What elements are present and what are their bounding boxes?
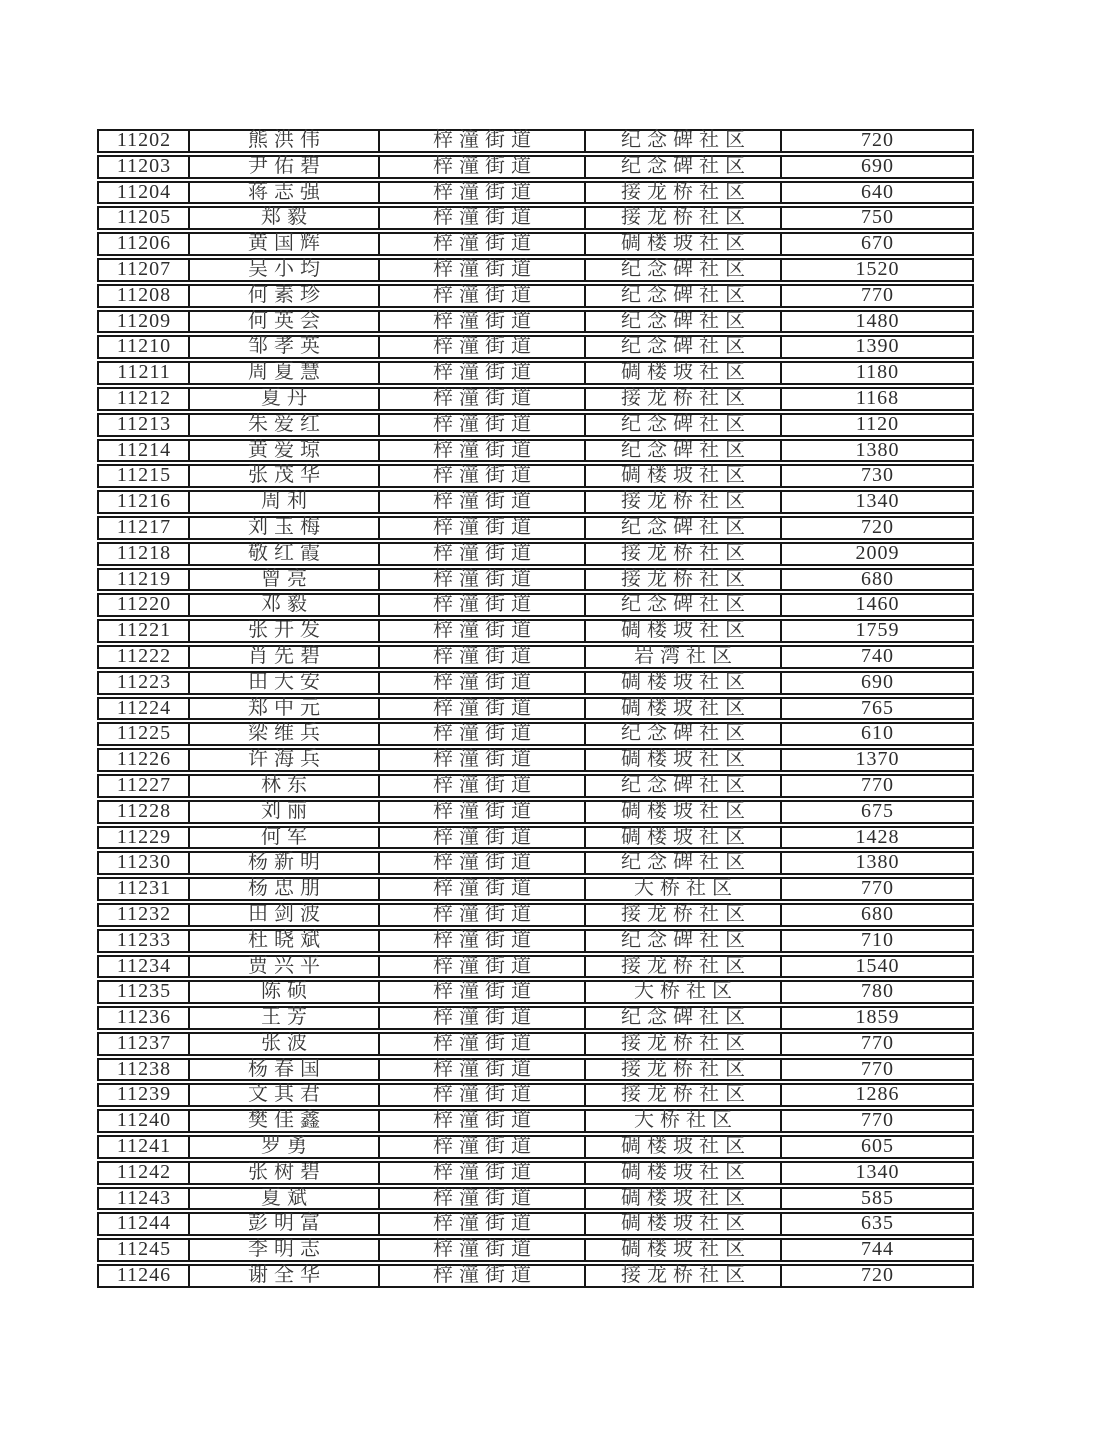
cell-street: 梓潼街道	[380, 312, 586, 332]
cell-serial-number: 11245	[99, 1240, 190, 1260]
cell-amount: 635	[861, 1212, 894, 1235]
cell-serial-number: 11204	[99, 183, 190, 203]
cell-person-name: 林东	[190, 776, 380, 796]
cell-serial-number: 11210	[99, 337, 190, 357]
table-row	[97, 877, 974, 901]
cell-amount: 770	[861, 1109, 894, 1132]
cell-community: 大桥社区	[586, 982, 782, 1002]
cell-amount: 675	[861, 799, 894, 822]
cell-serial-number: 11241	[99, 1137, 190, 1157]
cell-community: 碉楼坡社区	[586, 699, 782, 719]
cell-serial-number: 11215	[99, 466, 190, 486]
cell-serial-number: 11243	[99, 1189, 190, 1209]
cell-person-name: 彭明富	[190, 1214, 380, 1234]
table-row	[97, 464, 974, 488]
table-row	[97, 722, 974, 746]
cell-serial-number: 11240	[99, 1111, 190, 1131]
cell-serial-number: 11209	[99, 312, 190, 332]
cell-street: 梓潼街道	[380, 673, 586, 693]
cell-person-name: 周夏慧	[190, 363, 380, 383]
cell-serial-number: 11203	[99, 157, 190, 177]
cell-street: 梓潼街道	[380, 1111, 586, 1131]
cell-street: 梓潼街道	[380, 544, 586, 564]
cell-amount: 605	[861, 1135, 894, 1158]
cell-amount: 720	[861, 129, 894, 151]
cell-serial-number: 11242	[99, 1163, 190, 1183]
cell-serial-number: 11221	[99, 621, 190, 641]
cell-street: 梓潼街道	[380, 363, 586, 383]
table-row	[97, 568, 974, 592]
cell-street: 梓潼街道	[380, 595, 586, 615]
cell-street: 梓潼街道	[380, 441, 586, 461]
cell-community: 接龙桥社区	[586, 544, 782, 564]
cell-community: 接龙桥社区	[586, 957, 782, 977]
cell-street: 梓潼街道	[380, 415, 586, 435]
cell-amount: 770	[861, 1057, 894, 1080]
table-row	[97, 774, 974, 798]
cell-serial-number: 11220	[99, 595, 190, 615]
cell-person-name: 肖先碧	[190, 647, 380, 667]
cell-street: 梓潼街道	[380, 157, 586, 177]
cell-amount: 1370	[855, 748, 900, 771]
cell-community: 碉楼坡社区	[586, 1214, 782, 1234]
cell-community: 接龙桥社区	[586, 389, 782, 409]
cell-community: 纪念碑社区	[586, 415, 782, 435]
cell-amount: 770	[861, 773, 894, 796]
cell-person-name: 何军	[190, 828, 380, 848]
cell-amount: 680	[861, 902, 894, 925]
cell-serial-number: 11223	[99, 673, 190, 693]
cell-person-name: 张波	[190, 1034, 380, 1054]
cell-amount: 710	[861, 928, 894, 951]
table-row	[97, 232, 974, 256]
cell-amount: 1759	[855, 619, 900, 642]
table-row	[97, 1109, 974, 1133]
cell-person-name: 梁维兵	[190, 724, 380, 744]
cell-community: 碉楼坡社区	[586, 1240, 782, 1260]
cell-serial-number: 11232	[99, 905, 190, 925]
table-row	[97, 1083, 974, 1107]
cell-street: 梓潼街道	[380, 1060, 586, 1080]
table-row	[97, 310, 974, 334]
table-row	[97, 1187, 974, 1211]
cell-street: 梓潼街道	[380, 208, 586, 228]
cell-street: 梓潼街道	[380, 828, 586, 848]
cell-community: 碉楼坡社区	[586, 673, 782, 693]
cell-community: 碉楼坡社区	[586, 1137, 782, 1157]
table-row	[97, 542, 974, 566]
cell-street: 梓潼街道	[380, 1240, 586, 1260]
cell-person-name: 杨新明	[190, 853, 380, 873]
cell-serial-number: 11207	[99, 260, 190, 280]
cell-serial-number: 11214	[99, 441, 190, 461]
cell-serial-number: 11205	[99, 208, 190, 228]
cell-serial-number: 11234	[99, 957, 190, 977]
cell-amount: 1340	[855, 490, 900, 513]
cell-community: 纪念碑社区	[586, 724, 782, 744]
cell-community: 大桥社区	[586, 1111, 782, 1131]
cell-person-name: 李明志	[190, 1240, 380, 1260]
cell-person-name: 黄国辉	[190, 234, 380, 254]
cell-community: 接龙桥社区	[586, 1060, 782, 1080]
cell-serial-number: 11227	[99, 776, 190, 796]
cell-amount: 1180	[855, 361, 900, 384]
cell-serial-number: 11213	[99, 415, 190, 435]
cell-community: 接龙桥社区	[586, 570, 782, 590]
cell-community: 接龙桥社区	[586, 492, 782, 512]
cell-amount: 765	[861, 696, 894, 719]
table-row	[97, 1212, 974, 1236]
cell-street: 梓潼街道	[380, 183, 586, 203]
cell-person-name: 文其君	[190, 1085, 380, 1105]
cell-amount: 670	[861, 232, 894, 255]
cell-serial-number: 11235	[99, 982, 190, 1002]
cell-amount: 1540	[855, 954, 900, 977]
cell-person-name: 郑中元	[190, 699, 380, 719]
cell-amount: 744	[861, 1238, 894, 1261]
cell-person-name: 刘玉梅	[190, 518, 380, 538]
table-row	[97, 1006, 974, 1030]
table-row	[97, 181, 974, 205]
table-row	[97, 1058, 974, 1082]
cell-person-name: 杨春国	[190, 1060, 380, 1080]
table-row	[97, 516, 974, 540]
cell-amount: 720	[861, 515, 894, 538]
cell-serial-number: 11228	[99, 802, 190, 822]
table-row	[97, 929, 974, 953]
table-row	[97, 671, 974, 695]
cell-community: 纪念碑社区	[586, 518, 782, 538]
cell-amount: 1120	[855, 412, 900, 435]
cell-amount: 770	[861, 1031, 894, 1054]
table-row	[97, 387, 974, 411]
cell-street: 梓潼街道	[380, 1189, 586, 1209]
cell-community: 大桥社区	[586, 879, 782, 899]
cell-community: 碉楼坡社区	[586, 363, 782, 383]
cell-amount: 780	[861, 980, 894, 1003]
cell-person-name: 王芳	[190, 1008, 380, 1028]
cell-community: 纪念碑社区	[586, 1008, 782, 1028]
cell-serial-number: 11217	[99, 518, 190, 538]
cell-amount: 770	[861, 283, 894, 306]
cell-street: 梓潼街道	[380, 1008, 586, 1028]
table-row	[97, 1161, 974, 1185]
cell-community: 碉楼坡社区	[586, 1189, 782, 1209]
cell-amount: 585	[861, 1186, 894, 1209]
cell-amount: 740	[861, 644, 894, 667]
cell-community: 碉楼坡社区	[586, 234, 782, 254]
cell-serial-number: 11202	[99, 131, 190, 151]
cell-serial-number: 11211	[99, 363, 190, 383]
cell-person-name: 蒋志强	[190, 183, 380, 203]
roster-table	[97, 129, 974, 1290]
cell-person-name: 吴小均	[190, 260, 380, 280]
cell-serial-number: 11224	[99, 699, 190, 719]
cell-street: 梓潼街道	[380, 931, 586, 951]
cell-person-name: 敬红霞	[190, 544, 380, 564]
table-row	[97, 1238, 974, 1262]
cell-amount: 730	[861, 464, 894, 487]
cell-amount: 1480	[855, 309, 900, 332]
cell-serial-number: 11244	[99, 1214, 190, 1234]
cell-street: 梓潼街道	[380, 879, 586, 899]
cell-person-name: 陈硕	[190, 982, 380, 1002]
cell-serial-number: 11246	[99, 1266, 190, 1286]
cell-street: 梓潼街道	[380, 1085, 586, 1105]
cell-serial-number: 11238	[99, 1060, 190, 1080]
cell-serial-number: 11218	[99, 544, 190, 564]
cell-street: 梓潼街道	[380, 982, 586, 1002]
cell-amount: 690	[861, 154, 894, 177]
cell-serial-number: 11222	[99, 647, 190, 667]
cell-serial-number: 11208	[99, 286, 190, 306]
cell-community: 接龙桥社区	[586, 183, 782, 203]
cell-amount: 640	[861, 180, 894, 203]
cell-person-name: 罗勇	[190, 1137, 380, 1157]
cell-person-name: 夏斌	[190, 1189, 380, 1209]
cell-community: 纪念碑社区	[586, 853, 782, 873]
cell-community: 纪念碑社区	[586, 312, 782, 332]
table-row	[97, 439, 974, 463]
cell-amount: 610	[861, 722, 894, 745]
cell-street: 梓潼街道	[380, 750, 586, 770]
cell-street: 梓潼街道	[380, 286, 586, 306]
table-row	[97, 1264, 974, 1288]
cell-street: 梓潼街道	[380, 131, 586, 151]
table-row	[97, 593, 974, 617]
cell-serial-number: 11237	[99, 1034, 190, 1054]
table-row	[97, 284, 974, 308]
cell-community: 岩湾社区	[586, 647, 782, 667]
cell-person-name: 田大安	[190, 673, 380, 693]
cell-street: 梓潼街道	[380, 260, 586, 280]
cell-amount: 1286	[855, 1083, 900, 1106]
cell-amount: 750	[861, 206, 894, 229]
cell-community: 纪念碑社区	[586, 131, 782, 151]
cell-community: 碉楼坡社区	[586, 1163, 782, 1183]
table-row	[97, 1135, 974, 1159]
table-row	[97, 361, 974, 385]
cell-serial-number: 11216	[99, 492, 190, 512]
cell-street: 梓潼街道	[380, 1266, 586, 1286]
cell-street: 梓潼街道	[380, 957, 586, 977]
table-row	[97, 619, 974, 643]
cell-community: 碉楼坡社区	[586, 750, 782, 770]
cell-amount: 1520	[855, 257, 900, 280]
cell-amount: 1390	[855, 335, 900, 358]
cell-street: 梓潼街道	[380, 389, 586, 409]
table-row	[97, 490, 974, 514]
cell-person-name: 尹佑碧	[190, 157, 380, 177]
cell-serial-number: 11230	[99, 853, 190, 873]
cell-amount: 1460	[855, 593, 900, 616]
cell-amount: 1168	[855, 386, 900, 409]
table-row	[97, 826, 974, 850]
cell-community: 接龙桥社区	[586, 1034, 782, 1054]
table-row	[97, 800, 974, 824]
cell-community: 接龙桥社区	[586, 1266, 782, 1286]
table-row	[97, 955, 974, 979]
cell-person-name: 邓毅	[190, 595, 380, 615]
cell-person-name: 贾兴平	[190, 957, 380, 977]
cell-community: 纪念碑社区	[586, 337, 782, 357]
cell-amount: 1428	[855, 825, 900, 848]
cell-street: 梓潼街道	[380, 853, 586, 873]
cell-serial-number: 11225	[99, 724, 190, 744]
cell-person-name: 田剑波	[190, 905, 380, 925]
table-row	[97, 335, 974, 359]
table-row	[97, 980, 974, 1004]
cell-person-name: 张开发	[190, 621, 380, 641]
cell-street: 梓潼街道	[380, 776, 586, 796]
cell-serial-number: 11226	[99, 750, 190, 770]
cell-street: 梓潼街道	[380, 492, 586, 512]
cell-street: 梓潼街道	[380, 234, 586, 254]
cell-person-name: 周利	[190, 492, 380, 512]
table-row	[97, 258, 974, 282]
table-row	[97, 129, 974, 153]
cell-amount: 690	[861, 670, 894, 693]
cell-serial-number: 11212	[99, 389, 190, 409]
cell-serial-number: 11239	[99, 1085, 190, 1105]
cell-community: 接龙桥社区	[586, 1085, 782, 1105]
table-row	[97, 1032, 974, 1056]
cell-amount: 720	[861, 1264, 894, 1287]
cell-street: 梓潼街道	[380, 1163, 586, 1183]
cell-amount: 770	[861, 877, 894, 900]
cell-street: 梓潼街道	[380, 905, 586, 925]
cell-serial-number: 11229	[99, 828, 190, 848]
cell-community: 碉楼坡社区	[586, 621, 782, 641]
cell-serial-number: 11206	[99, 234, 190, 254]
cell-street: 梓潼街道	[380, 1214, 586, 1234]
cell-community: 纪念碑社区	[586, 595, 782, 615]
cell-community: 接龙桥社区	[586, 905, 782, 925]
cell-community: 碉楼坡社区	[586, 466, 782, 486]
cell-community: 碉楼坡社区	[586, 802, 782, 822]
cell-community: 纪念碑社区	[586, 776, 782, 796]
cell-street: 梓潼街道	[380, 724, 586, 744]
cell-street: 梓潼街道	[380, 1137, 586, 1157]
cell-person-name: 郑毅	[190, 208, 380, 228]
cell-person-name: 杨忠朋	[190, 879, 380, 899]
cell-street: 梓潼街道	[380, 337, 586, 357]
table-row	[97, 206, 974, 230]
table-row	[97, 903, 974, 927]
cell-street: 梓潼街道	[380, 570, 586, 590]
cell-community: 接龙桥社区	[586, 208, 782, 228]
cell-amount: 1340	[855, 1160, 900, 1183]
cell-person-name: 杜晓斌	[190, 931, 380, 951]
cell-amount: 1380	[855, 438, 900, 461]
cell-community: 纪念碑社区	[586, 441, 782, 461]
cell-person-name: 熊洪伟	[190, 131, 380, 151]
cell-person-name: 张树碧	[190, 1163, 380, 1183]
table-row	[97, 748, 974, 772]
cell-street: 梓潼街道	[380, 802, 586, 822]
cell-person-name: 曾亮	[190, 570, 380, 590]
table-row	[97, 851, 974, 875]
cell-person-name: 许海兵	[190, 750, 380, 770]
cell-serial-number: 11219	[99, 570, 190, 590]
cell-person-name: 邹孝英	[190, 337, 380, 357]
cell-person-name: 黄爱琼	[190, 441, 380, 461]
table-row	[97, 413, 974, 437]
cell-serial-number: 11231	[99, 879, 190, 899]
cell-person-name: 张茂华	[190, 466, 380, 486]
cell-street: 梓潼街道	[380, 699, 586, 719]
cell-community: 纪念碑社区	[586, 931, 782, 951]
cell-amount: 2009	[855, 541, 900, 564]
cell-community: 纪念碑社区	[586, 260, 782, 280]
cell-person-name: 何英会	[190, 312, 380, 332]
cell-serial-number: 11233	[99, 931, 190, 951]
cell-amount: 1859	[855, 1006, 900, 1029]
table-row	[97, 697, 974, 721]
cell-street: 梓潼街道	[380, 647, 586, 667]
cell-street: 梓潼街道	[380, 1034, 586, 1054]
cell-amount: 1380	[855, 851, 900, 874]
cell-person-name: 谢全华	[190, 1266, 380, 1286]
cell-community: 纪念碑社区	[586, 157, 782, 177]
cell-person-name: 朱爱红	[190, 415, 380, 435]
cell-person-name: 夏丹	[190, 389, 380, 409]
cell-community: 碉楼坡社区	[586, 828, 782, 848]
cell-community: 纪念碑社区	[586, 286, 782, 306]
cell-street: 梓潼街道	[380, 466, 586, 486]
cell-street: 梓潼街道	[380, 518, 586, 538]
cell-person-name: 刘丽	[190, 802, 380, 822]
cell-person-name: 何素珍	[190, 286, 380, 306]
cell-street: 梓潼街道	[380, 621, 586, 641]
table-row	[97, 645, 974, 669]
table-row	[97, 155, 974, 179]
cell-amount: 680	[861, 567, 894, 590]
cell-serial-number: 11236	[99, 1008, 190, 1028]
cell-person-name: 樊佳鑫	[190, 1111, 380, 1131]
